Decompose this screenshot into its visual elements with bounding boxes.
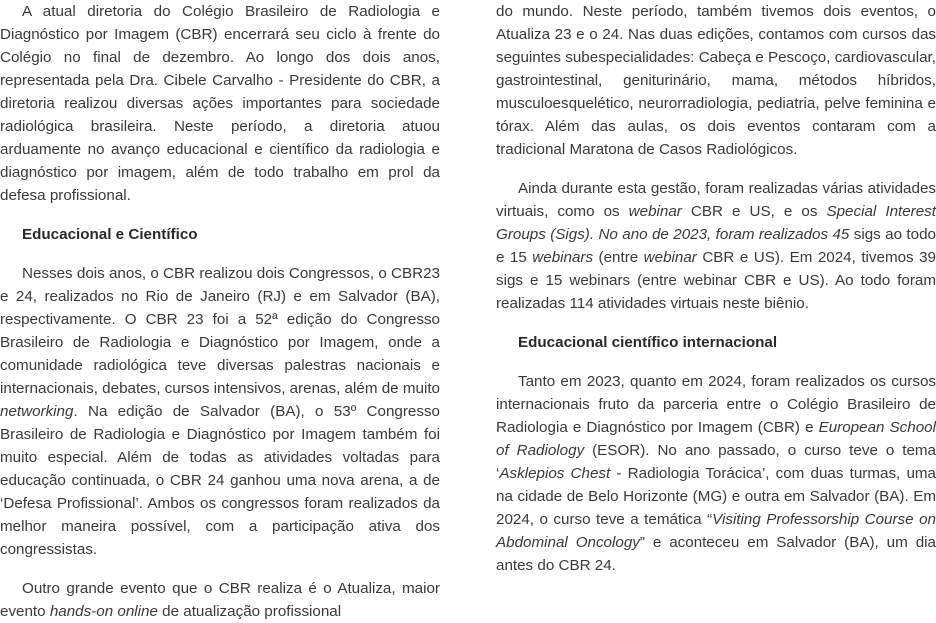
emphasis-networking: networking — [0, 403, 74, 420]
text-span: Outro grande evento que o CBR realiza é o Atualiza, maior evento — [0, 580, 440, 620]
text-span: Nesses dois anos, o CBR realizou dois Congressos, o CBR23 e 24, realizados no Rio de Janeiro (RJ) e em Salvador (BA), respectivamente. O CBR 23 foi a 52ª edição do Congresso Brasileiro de Radiologia e Diagnóstico por Imagem, onde a comunidade radiológica teve diversas palestras nacionais e internacionais, debates, cursos intensivos, arenas, além de muito — [0, 265, 440, 397]
text-span: Ainda durante esta gestão, foram realizadas várias atividades virtuais, como os — [496, 180, 936, 220]
emphasis-hands-on: hands-on online — [49, 603, 158, 620]
text-span: de atualização profissional — [157, 603, 342, 620]
text-span: Tanto em 2023, quanto em 2024, foram realizados os cursos internacionais fruto da parceria entre o Colégio Brasileiro de Radiologia e Diagnóstico por Imagem (CBR) e — [496, 373, 936, 436]
text-span: . Na edição de Salvador (BA), o 53º Congresso Brasileiro de Radiologia e Diagnóstico por Imagem também foi muito especial. Além de todas as atividades voltadas para educação continuada, o CBR 24 ganhou uma nova arena, a de ‘Defesa Profissional’. Ambos os congressos foram realizados da melhor maneira possível, com a participação ativa dos congressistas. — [0, 403, 440, 558]
text-span: sigs ao todo e 15 — [496, 226, 936, 266]
atualiza-paragraph — [0, 577, 440, 623]
left-column — [0, 0, 440, 623]
emphasis-webinar: webinar — [643, 249, 697, 266]
emphasis-esor: European School of Radiology — [496, 419, 936, 459]
text-span: (entre — [593, 249, 644, 266]
emphasis-asklepios: Asklepios Chest — [499, 465, 611, 482]
emphasis-sigs: Special Interest Groups (Sigs). No ano de 2023, foram realizados 45 — [496, 203, 936, 243]
virtual-activities-paragraph — [496, 177, 936, 315]
atualiza-continued-paragraph: do mundo. Neste período, também tivemos dois eventos, o Atualiza 23 e o 24. Nas duas edições, contamos com cursos das seguintes subespecialidades: Cabeça e Pescoço, cardiovascular, gastrointestinal, geniturinário, mama, métodos híbridos, musculoesquelético, neurorradiologia, pediatria, pelve feminina e tórax. Além das aulas, os dois eventos contaram com a tradicional Maratona de Casos Radiológicos. — [496, 3, 936, 158]
emphasis-visiting-professorship: Visiting Professorship Course on Abdominal Oncology — [496, 511, 936, 551]
section-heading-educational-scientific: Educacional e Científico — [22, 226, 198, 243]
text-span: - Radiologia Torácica’, com duas turmas, uma na cidade de Belo Horizonte (MG) e outra em Salvador (BA). Em 2024, o curso teve a temática “ — [496, 465, 936, 528]
text-span: ” e aconteceu em Salvador (BA), um dia antes do CBR 24. — [496, 534, 936, 574]
emphasis-webinars: webinars — [532, 249, 594, 266]
intro-paragraph: A atual diretoria do Colégio Brasileiro de Radiologia e Diagnóstico por Imagem (CBR) encerrará seu ciclo à frente do Colégio no final de dezembro. Ao longo dos dois anos, representada pela Dra. Cibele Carvalho - Presidente do CBR, a diretoria realizou diversas ações importantes para sociedade radiológica brasileira. Neste período, a diretoria atuou arduamente no avanço educacional e científico da radiologia e diagnóstico por imagem, além de todo trabalho em prol da defesa profissional. — [0, 3, 440, 204]
congress-paragraph — [0, 262, 440, 561]
section-heading-international: Educacional científico internacional — [518, 334, 778, 351]
international-courses-paragraph — [496, 370, 936, 577]
emphasis-webinar: webinar — [628, 203, 682, 220]
text-span: (ESOR). No ano passado, o curso teve o tema ‘ — [496, 442, 936, 482]
text-span: CBR e US, e os — [681, 203, 827, 220]
text-span: CBR e US). Em 2024, tivemos 39 sigs e 15 webinars (entre webinar CBR e US). Ao todo foram realizadas 114 atividades virtuais neste biênio. — [496, 249, 936, 312]
right-column — [496, 0, 936, 577]
